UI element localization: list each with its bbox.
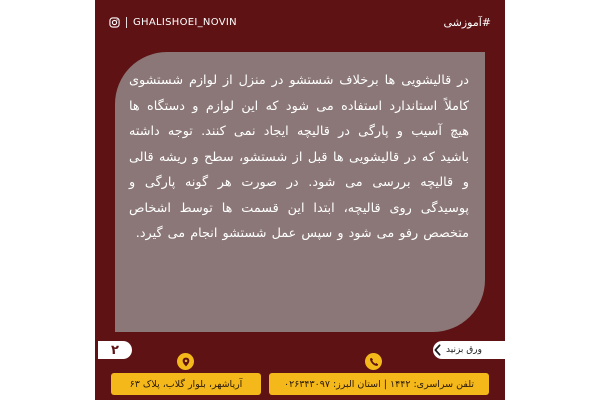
brand-handle[interactable] <box>109 17 237 28</box>
contact-bar <box>111 373 489 395</box>
phone-numbers[interactable]: تلفن سراسری: ۱۴۴۲ | استان البرز: ۰۲۶۳۴۳۰۹۷ <box>269 373 489 395</box>
chevron-left-icon <box>433 344 442 356</box>
phone-icon <box>365 353 382 370</box>
top-bar <box>95 14 505 38</box>
category-hashtag[interactable]: #آموزشی <box>443 16 491 29</box>
brand-divider <box>126 17 127 28</box>
page-number-badge: ۲ <box>98 341 132 359</box>
swipe-label: ورق بزنید <box>446 345 482 355</box>
content-card <box>115 52 485 332</box>
article-body: در قالیشویی ها برخلاف شستشو در منزل از لوازم شستشوی کاملاً استاندارد استفاده می شود که این لوازم و دستگاه ها هیچ آسیب و پارگی در قالیچه ایجاد نمی کنند. توجه داشته باشید که در قالیشویی ها قبل از شستشو، سطح و ریشه قالی و قالیچه بررسی می شود. در صورت هر گونه پارگی و پوسیدگی روی قالیچه، ابتدا این قسمت ها توسط اشخاص متخصص رفو می شود و سپس عمل شستشو انجام می گیرد. <box>129 73 469 241</box>
location-pin-icon <box>177 353 194 370</box>
instagram-icon <box>109 17 120 28</box>
post-canvas <box>95 0 505 400</box>
brand-name: GHALISHOEI_NOVIN <box>133 17 237 28</box>
address-text: آریاشهر، بلوار گلاب، پلاک ۶۳ <box>111 373 261 395</box>
swipe-next-button[interactable] <box>433 341 505 359</box>
